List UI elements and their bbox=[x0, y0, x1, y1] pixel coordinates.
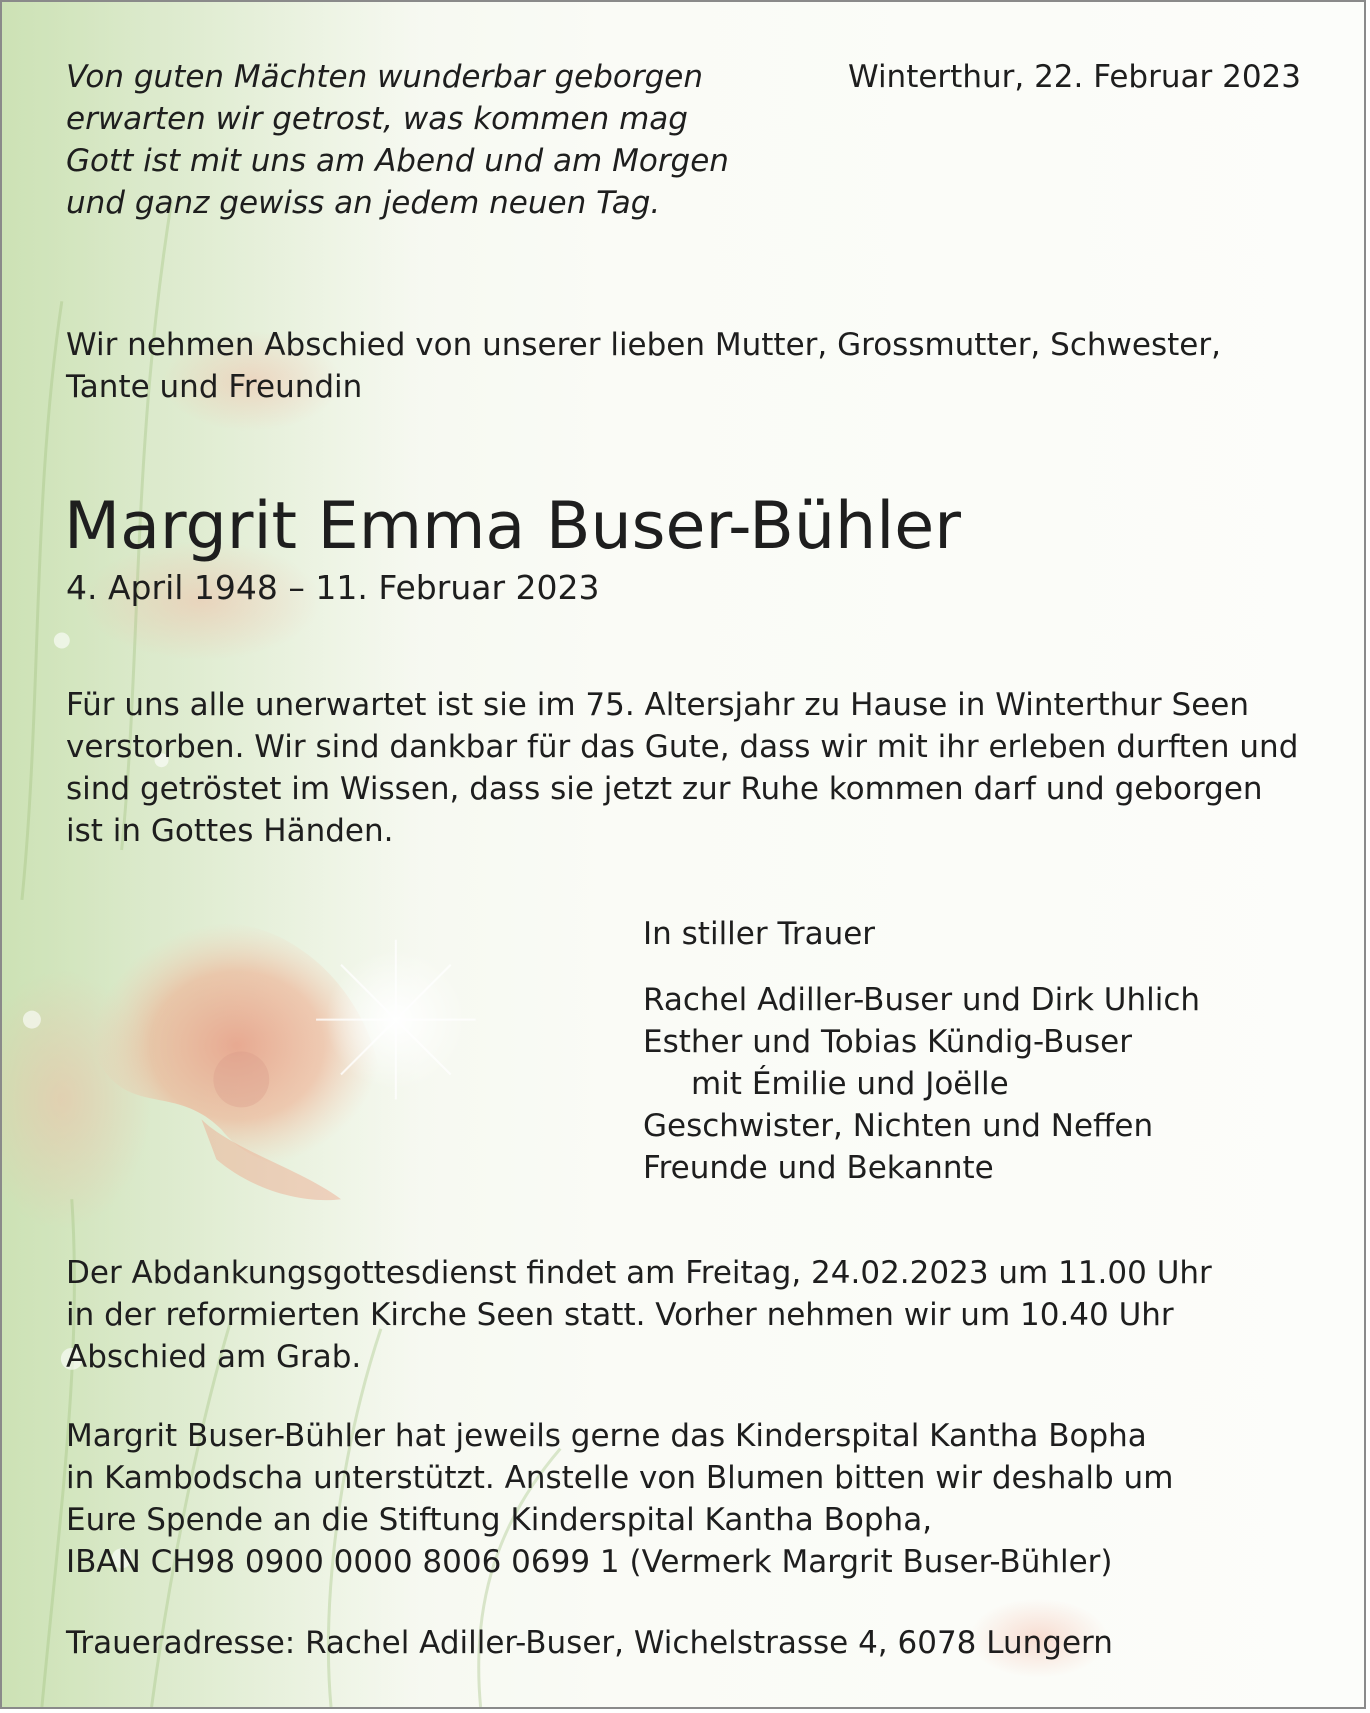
body-line: verstorben. Wir sind dankbar für das Gute, dass wir mit ihr erleben durften und bbox=[66, 729, 1299, 765]
service-line: Der Abdankungsgottesdienst findet am Freitag, 24.02.2023 um 11.00 Uhr bbox=[66, 1255, 1212, 1291]
poem-line: erwarten wir getrost, was kommen mag bbox=[66, 101, 688, 137]
mourner-line: Rachel Adiller-Buser und Dirk Uhlich bbox=[643, 982, 1201, 1018]
place-date: Winterthur, 22. Februar 2023 bbox=[847, 59, 1301, 95]
poem bbox=[66, 56, 729, 224]
mourner-line: mit Émilie und Joëlle bbox=[691, 1066, 1009, 1102]
body-line: ist in Gottes Händen. bbox=[66, 813, 394, 849]
intro-line: Tante und Freundin bbox=[66, 369, 363, 405]
mourning-heading: In stiller Trauer bbox=[643, 916, 876, 952]
body-line: Für uns alle unerwartet ist sie im 75. Altersjahr zu Hause in Winterthur Seen bbox=[66, 687, 1249, 723]
service-line: Abschied am Grab. bbox=[66, 1339, 362, 1375]
mourning-address: Traueradresse: Rachel Adiller-Buser, Wichelstrasse 4, 6078 Lungern bbox=[66, 1625, 1113, 1661]
poem-line: und ganz gewiss an jedem neuen Tag. bbox=[66, 185, 661, 221]
donation-line: Margrit Buser-Bühler hat jeweils gerne das Kinderspital Kantha Bopha bbox=[66, 1418, 1147, 1454]
deceased-name: Margrit Emma Buser-Bühler bbox=[64, 489, 961, 564]
intro-line: Wir nehmen Abschied von unserer lieben Mutter, Grossmutter, Schwester, bbox=[66, 327, 1221, 363]
mourner-line: Esther und Tobias Kündig-Buser bbox=[643, 1024, 1132, 1060]
poem-line: Von guten Mächten wunderbar geborgen bbox=[66, 59, 704, 95]
life-dates: 4. April 1948 – 11. Februar 2023 bbox=[66, 568, 600, 607]
body-line: sind getröstet im Wissen, dass sie jetzt zur Ruhe kommen darf und geborgen bbox=[66, 771, 1263, 807]
donation-line: IBAN CH98 0900 0000 8006 0699 1 (Vermerk Margrit Buser-Bühler) bbox=[66, 1544, 1113, 1580]
donation-info bbox=[66, 1415, 1173, 1583]
intro-text bbox=[66, 324, 1221, 408]
service-info bbox=[66, 1252, 1212, 1378]
mourner-line: Geschwister, Nichten und Neffen bbox=[643, 1108, 1154, 1144]
mourners-list bbox=[643, 979, 1200, 1189]
donation-line: in Kambodscha unterstützt. Anstelle von Blumen bitten wir deshalb um bbox=[66, 1460, 1174, 1496]
service-line: in der reformierten Kirche Seen statt. Vorher nehmen wir um 10.40 Uhr bbox=[66, 1297, 1174, 1333]
mourner-line: Freunde und Bekannte bbox=[643, 1150, 994, 1186]
body-text bbox=[66, 684, 1298, 852]
donation-line: Eure Spende an die Stiftung Kinderspital Kantha Bopha, bbox=[66, 1502, 933, 1538]
poem-line: Gott ist mit uns am Abend und am Morgen bbox=[66, 143, 729, 179]
